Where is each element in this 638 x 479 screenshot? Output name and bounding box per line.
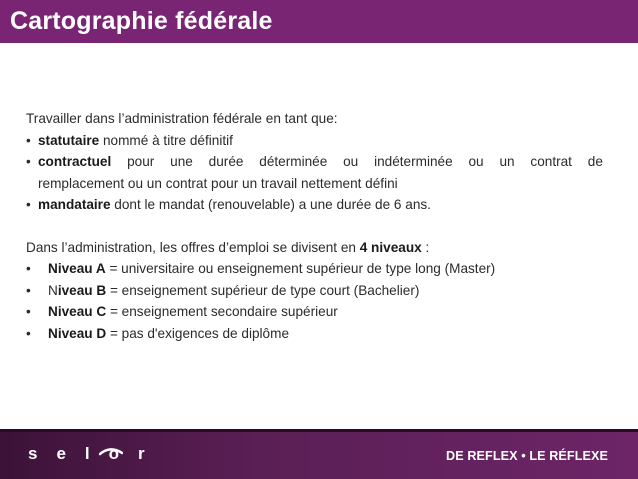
slide-footer bbox=[0, 429, 638, 479]
term-statutaire: statutaire bbox=[38, 132, 100, 148]
niveau-c-text: = enseignement secondaire supérieur bbox=[106, 304, 338, 319]
word: ou bbox=[468, 154, 484, 169]
niveau-b-text: = enseignement supérieur de type court (Bachelier) bbox=[106, 282, 420, 298]
list-item-niveau-b bbox=[26, 280, 604, 302]
contractuel-continuation: remplacement ou un contrat pour un travail nettement défini bbox=[38, 175, 398, 191]
intro-text: Travailler dans l’administration fédérale en tant que: bbox=[26, 111, 338, 126]
list-item-niveau-c bbox=[26, 301, 604, 323]
bullet: • bbox=[26, 154, 31, 169]
list-item-statutaire bbox=[26, 130, 604, 152]
slide-header bbox=[0, 0, 638, 43]
levels-intro-colon: : bbox=[421, 239, 430, 255]
bullet: • bbox=[26, 261, 31, 276]
selor-logo: selor bbox=[28, 444, 164, 463]
levels-count: 4 niveaux bbox=[359, 239, 422, 255]
logo-swoosh-icon bbox=[99, 446, 123, 458]
word: pour bbox=[127, 154, 155, 169]
term-niveau-b: iveau B bbox=[57, 282, 107, 298]
bullet: • bbox=[26, 304, 31, 319]
slide-body bbox=[26, 108, 604, 344]
word: indéterminée bbox=[374, 154, 453, 169]
levels-intro-text: Dans l’administration, les offres d’emploi se divisent en bbox=[26, 239, 360, 255]
term-niveau-a: Niveau A bbox=[48, 261, 106, 276]
term-mandataire: mandataire bbox=[38, 197, 111, 212]
bullet: • bbox=[26, 325, 31, 341]
word: déterminée bbox=[259, 154, 328, 169]
word: ou bbox=[343, 154, 359, 169]
term-niveau-d: Niveau D bbox=[48, 325, 107, 341]
word: un bbox=[499, 154, 515, 169]
statutaire-text: nommé à titre définitif bbox=[99, 132, 233, 148]
list-item-niveau-d bbox=[26, 323, 604, 345]
word: contrat bbox=[530, 154, 572, 169]
term-contractuel: contractuel bbox=[38, 154, 112, 169]
levels-intro bbox=[26, 237, 604, 259]
list-item-mandataire bbox=[26, 194, 604, 216]
term-niveau-b-initial: N bbox=[48, 282, 58, 298]
mandataire-text: dont le mandat (renouvelable) a une durée de 6 ans. bbox=[110, 197, 431, 212]
list-item-contractuel bbox=[26, 151, 603, 173]
list-item-niveau-a bbox=[26, 258, 604, 280]
niveau-a-text: = universitaire ou enseignement supérieur de type long (Master) bbox=[105, 261, 496, 276]
bullet: • bbox=[26, 282, 31, 298]
word: durée bbox=[208, 154, 244, 169]
bullet: • bbox=[26, 197, 31, 212]
slide-title: Cartographie fédérale bbox=[10, 7, 273, 35]
word: une bbox=[170, 154, 193, 169]
word: de bbox=[587, 154, 603, 169]
term-niveau-c: Niveau C bbox=[48, 304, 107, 319]
footer-slogan: DE REFLEX • LE RÉFLEXE bbox=[446, 449, 608, 463]
niveau-d-text: = pas d'exigences de diplôme bbox=[106, 325, 290, 341]
bullet: • bbox=[26, 132, 31, 148]
